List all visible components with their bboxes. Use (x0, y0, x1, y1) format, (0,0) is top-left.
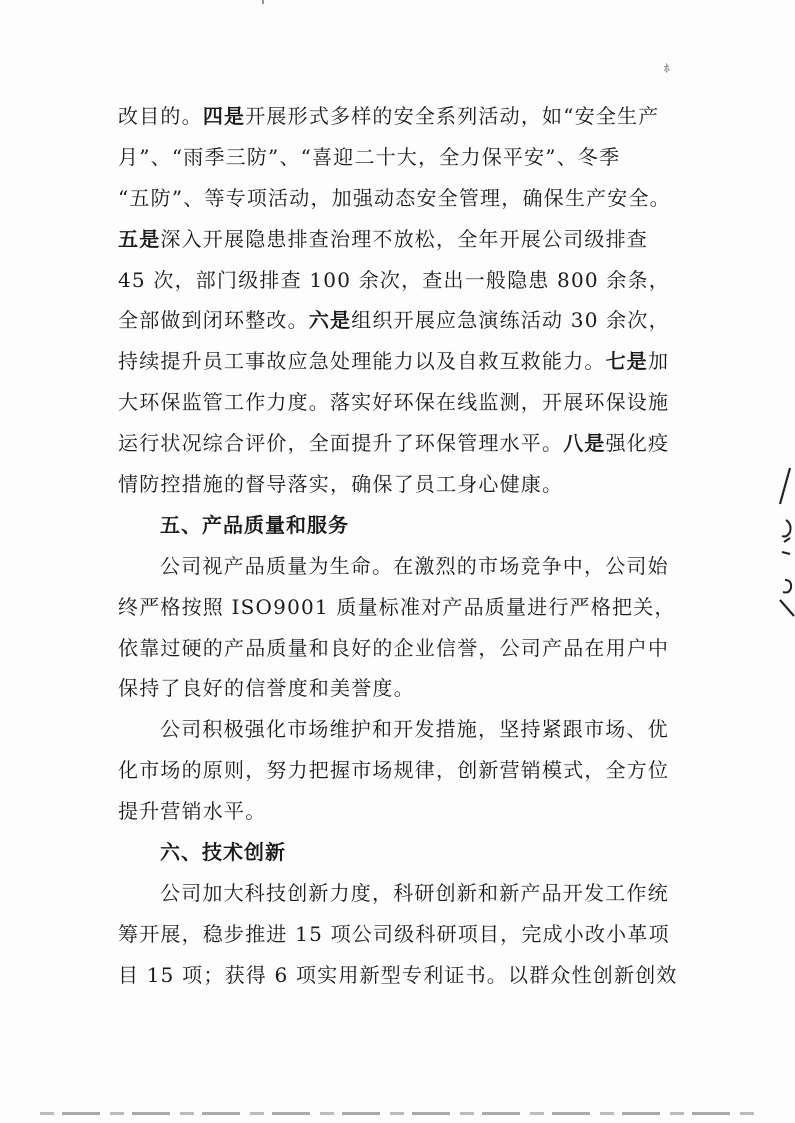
text-line (118, 382, 678, 423)
line-text: 提升营销水平。 (118, 799, 267, 824)
text-line (118, 260, 678, 301)
line-text: 化市场的原则，努力把握市场规律，创新营销模式，全方位 (118, 758, 670, 783)
text-line (118, 668, 678, 709)
emphasis-text: 八是 (563, 431, 606, 456)
emphasis-text: 四是 (202, 104, 246, 128)
line-text: 深入开展隐患排查治理不放松，全年开展公司级排查 (160, 226, 649, 251)
emphasis-text: 五是 (118, 226, 161, 251)
text-line (118, 423, 678, 464)
text-line (118, 341, 678, 382)
text-line (118, 546, 678, 587)
scan-artifact (262, 0, 264, 4)
line-text: 五、产品质量和服务 (160, 512, 349, 537)
emphasis-text: 六是 (308, 308, 352, 333)
text-line (118, 873, 678, 914)
text-line (118, 178, 678, 219)
line-text: 终严格按照 ISO9001 质量标准对产品质量进行严格把关， (118, 594, 676, 619)
line-text: 公司加大科技创新力度，科研创新和新产品开发工作统 (160, 880, 669, 905)
text-line (118, 219, 678, 260)
line-text: 强化疫 (605, 431, 670, 456)
text-line (118, 955, 678, 996)
line-text: 六、技术创新 (160, 840, 286, 865)
text-line (118, 96, 678, 137)
line-text: 组织开展应急演练活动 30 余次， (351, 308, 670, 333)
text-line (118, 587, 678, 628)
line-text: 筹开展，稳步推进 15 项公司级科研项目，完成小改小革项 (118, 921, 670, 946)
text-line (118, 628, 678, 669)
section-heading (118, 505, 678, 546)
scan-bottom-edge (40, 1112, 760, 1115)
text-line (118, 914, 678, 955)
text-line (118, 709, 678, 750)
line-text: 月”、“雨季三防”、“喜迎二十大，全力保平安”、冬季 (118, 144, 621, 169)
text-line (118, 300, 678, 341)
line-text: “五防”、等专项活动，加强动态安全管理，确保生产安全。 (118, 185, 671, 210)
line-text: 目 15 项；获得 6 项实用新型专利证书。以群众性创新创效 (118, 962, 678, 987)
line-text: 保持了良好的信誉度和美誉度。 (118, 676, 415, 701)
text-line (118, 791, 678, 832)
line-text: 全部做到闭环整改。 (118, 308, 309, 333)
text-line (118, 464, 678, 505)
seal-stamp-fragment (772, 460, 795, 620)
line-text: 开展形式多样的安全系列活动，如“安全生产 (245, 104, 660, 128)
line-text: 依靠过硬的产品质量和良好的企业信誉，公司产品在用户中 (118, 635, 670, 660)
line-text: 大环保监管工作力度。落实好环保在线监测，开展环保设施 (118, 390, 670, 415)
line-text: 45 次，部门级排查 100 余次，查出一般隐患 800 余条， (118, 267, 670, 292)
line-text: 公司积极强化市场维护和开发措施，坚持紧跟市场、优 (160, 717, 669, 742)
seal-stamp-icon (772, 460, 795, 620)
line-text: 加 (648, 349, 670, 374)
section-heading (118, 832, 678, 873)
line-text: 公司视产品质量为生命。在激烈的市场竞争中，公司始 (160, 553, 669, 578)
body-text (118, 96, 678, 996)
line-text: 情防控措施的督导落实，确保了员工身心健康。 (118, 472, 564, 497)
line-text: 持续提升员工事故应急处理能力以及自救互救能力。 (118, 349, 606, 374)
emphasis-text: 七是 (605, 349, 649, 374)
text-line (118, 137, 678, 178)
corner-mark: ﾎ (664, 62, 670, 75)
line-text: 改目的。 (118, 104, 203, 128)
text-line (118, 750, 678, 791)
line-text: 运行状况综合评价，全面提升了环保管理水平。 (118, 431, 564, 456)
